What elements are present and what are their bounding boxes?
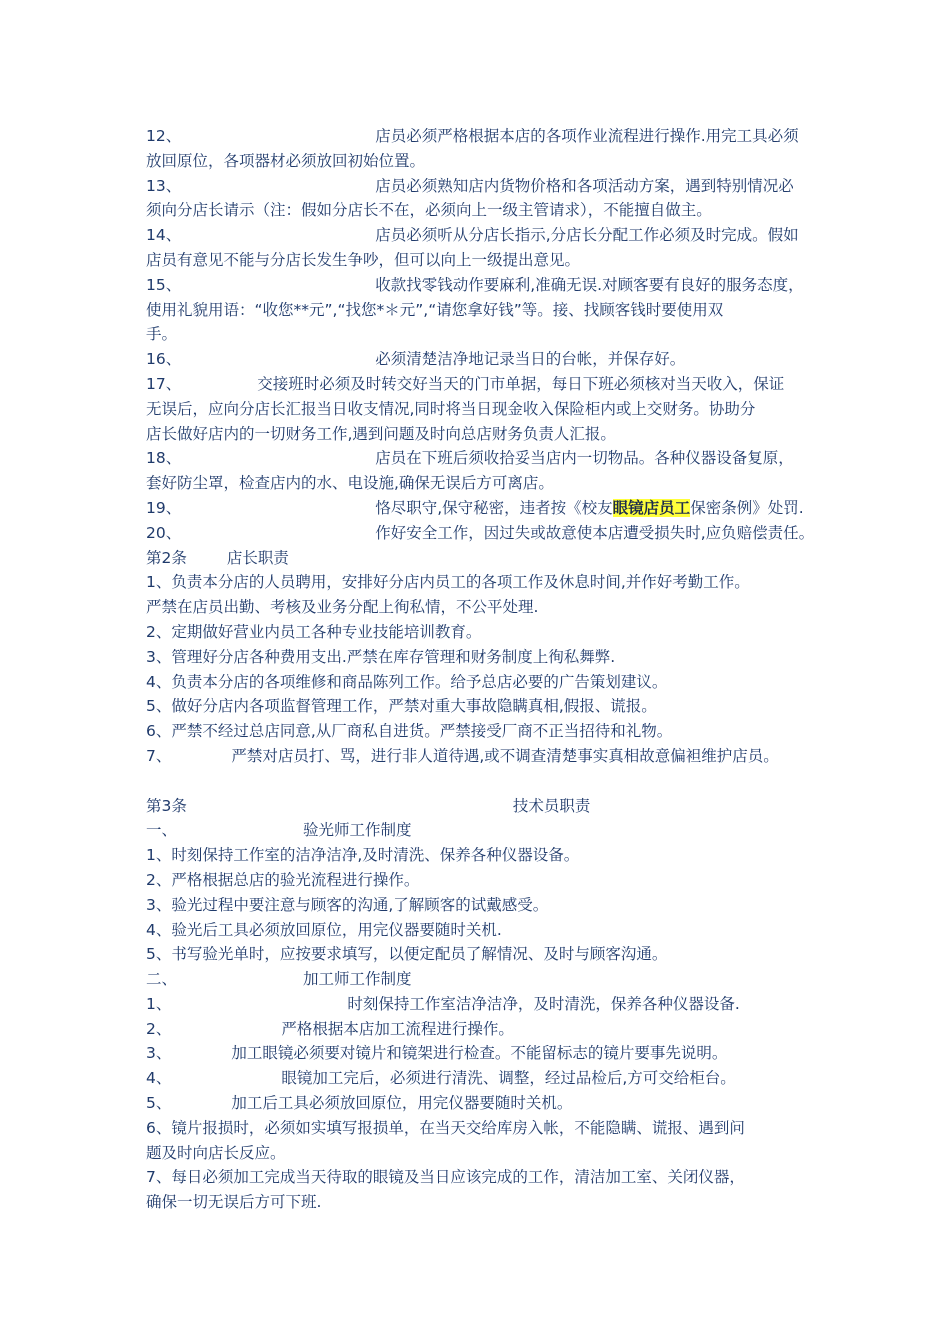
line-text: 加工师工作制度 <box>303 970 412 989</box>
line-text: 3、管理好分店各种费用支出.严禁在库存管理和财务制度上徇私舞弊. <box>146 647 616 666</box>
item-number: 12、 <box>146 127 182 145</box>
line-text: 交接班时必须及时转交好当天的门市单据，每日下班必须核对当天收入，保证 <box>257 374 785 393</box>
line-text: 加工眼镜必须要对镜片和镜架进行检查。不能留标志的镜片要事先说明。 <box>231 1044 728 1063</box>
line-text: 题及时向店长反应。 <box>146 1143 286 1162</box>
text-line <box>146 1041 826 1066</box>
line-text: 6、镜片报损时，必须如实填写报损单，在当天交给库房入帐，不能隐瞒、谎报、遇到问 <box>146 1118 745 1137</box>
text-line <box>146 298 826 323</box>
line-text: 恪尽职守,保守秘密，违者按《校友 <box>375 498 613 517</box>
line-text: 确保一切无误后方可下班. <box>146 1193 322 1212</box>
text-line <box>146 794 826 819</box>
line-text: 须向分店长请示（注：假如分店长不在，必须向上一级主管请求），不能擅自做主。 <box>146 201 712 220</box>
text-line <box>146 570 826 595</box>
highlighted-text: 眼镜店员工 <box>612 498 691 517</box>
text-line <box>146 942 826 967</box>
text-line <box>146 496 826 521</box>
text-line <box>146 273 826 298</box>
line-text: 店员有意见不能与分店长发生争吵，但可以向上一级提出意见。 <box>146 250 581 269</box>
item-number: 17、 <box>146 374 182 393</box>
text-line <box>146 446 826 471</box>
text-line <box>146 595 826 620</box>
text-line <box>146 422 826 447</box>
line-text: 严格根据本店加工流程进行操作。 <box>281 1019 514 1038</box>
line-text: 放回原位，各项器材必须放回初始位置。 <box>146 151 426 170</box>
text-line <box>146 645 826 670</box>
blank-line <box>146 769 826 794</box>
line-text: 1、时刻保持工作室的洁净洁净,及时清洗、保养各种仪器设备。 <box>146 846 580 865</box>
text-line <box>146 620 826 645</box>
line-text: 技术员职责 <box>512 796 591 815</box>
item-number: 20、 <box>146 523 182 542</box>
text-line <box>146 670 826 695</box>
line-text: 7、每日必须加工完成当天待取的眼镜及当日应该完成的工作，清洁加工室、关闭仪器， <box>146 1168 745 1187</box>
text-line <box>146 1116 826 1141</box>
text-line <box>146 1190 826 1215</box>
line-text: 套好防尘罩，检查店内的水、电设施,确保无误后方可离店。 <box>146 474 554 493</box>
item-number: 3、 <box>146 1044 172 1063</box>
line-text: 严禁在店员出勤、考核及业务分配上徇私情，不公平处理. <box>146 598 539 617</box>
text-line <box>146 893 826 918</box>
text-line <box>146 918 826 943</box>
line-text: 1、负责本分店的人员聘用，安排好分店内员工的各项工作及休息时间,并作好考勤工作。 <box>146 573 750 592</box>
item-number: 5、 <box>146 1094 172 1113</box>
text-line <box>146 992 826 1017</box>
item-number: 16、 <box>146 350 182 369</box>
line-text: 店员必须熟知店内货物价格和各项活动方案，遇到特别情况必 <box>375 176 794 195</box>
text-line <box>146 719 826 744</box>
line-text: 2、严格根据总店的验光流程进行操作。 <box>146 870 420 889</box>
item-number: 二、 <box>146 970 178 989</box>
line-text: 必须清楚洁净地记录当日的台帐，并保存好。 <box>375 350 686 369</box>
item-number: 19、 <box>146 498 182 517</box>
text-line <box>146 521 826 546</box>
text-line <box>146 1066 826 1091</box>
text-line <box>146 471 826 496</box>
text-line <box>146 818 826 843</box>
text-line <box>146 1141 826 1166</box>
line-text: 手。 <box>146 325 178 344</box>
line-text: 收款找零钱动作要麻利,准确无误.对顾客要有良好的服务态度， <box>375 275 804 294</box>
item-number: 14、 <box>146 226 182 245</box>
line-text: 3、验光过程中要注意与顾客的沟通,了解顾客的试戴感受。 <box>146 895 549 914</box>
text-line <box>146 124 826 149</box>
line-text: 严禁对店员打、骂，进行非人道待遇,或不调查清楚事实真相故意偏袒维护店员。 <box>231 746 779 765</box>
item-number: 15、 <box>146 275 182 294</box>
line-text: 5、做好分店内各项监督管理工作，严禁对重大事故隐瞒真相,假报、谎报。 <box>146 697 657 716</box>
item-number: 第2条 <box>146 548 187 567</box>
text-line <box>146 372 826 397</box>
line-text: 验光师工作制度 <box>303 821 412 840</box>
item-number: 7、 <box>146 746 172 765</box>
item-number: 一、 <box>146 821 178 840</box>
text-line <box>146 694 826 719</box>
line-text: 6、严禁不经过总店同意,从厂商私自进货。严禁接受厂商不正当招待和礼物。 <box>146 722 673 741</box>
line-text: 店员必须听从分店长指示,分店长分配工作必须及时完成。假如 <box>375 226 799 245</box>
item-number: 2、 <box>146 1019 172 1038</box>
item-number: 第3条 <box>146 796 187 815</box>
line-text: 眼镜加工完后，必须进行清洗、调整，经过品检后,方可交给柜台。 <box>281 1069 736 1088</box>
text-line <box>146 868 826 893</box>
line-text: 店员在下班后须收拾妥当店内一切物品。各种仪器设备复原， <box>375 449 794 468</box>
text-line <box>146 223 826 248</box>
line-text: 2、定期做好营业内员工各种专业技能培训教育。 <box>146 622 482 641</box>
line-text: 加工后工具必须放回原位，用完仪器要随时关机。 <box>231 1094 573 1113</box>
text-line <box>146 322 826 347</box>
text-line <box>146 843 826 868</box>
line-text-after: 保密条例》处罚. <box>690 498 804 517</box>
text-line <box>146 1165 826 1190</box>
text-line <box>146 1091 826 1116</box>
line-text: 时刻保持工作室洁净洁净，及时清洗，保养各种仪器设备. <box>347 994 740 1013</box>
line-text: 店长职责 <box>226 548 289 567</box>
text-line <box>146 347 826 372</box>
line-text: 使用礼貌用语：“收您**元”,“找您*＊元”,“请您拿好钱”等。接、找顾客钱时要使用双 <box>146 300 724 319</box>
line-text: 店员必须严格根据本店的各项作业流程进行操作.用完工具必须 <box>375 127 799 145</box>
text-line <box>146 1017 826 1042</box>
text-line <box>146 174 826 199</box>
line-text: 无误后，应向分店长汇报当日收支情况,同时将当日现金收入保险柜内或上交财务。协助分 <box>146 399 756 418</box>
line-text: 5、书写验光单时，应按要求填写，以便定配员了解情况、及时与顾客沟通。 <box>146 945 668 964</box>
text-line <box>146 248 826 273</box>
text-line <box>146 198 826 223</box>
line-text: 作好安全工作，因过失或故意使本店遭受损失时,应负赔偿责任。 <box>375 523 815 542</box>
item-number: 18、 <box>146 449 182 468</box>
text-line <box>146 397 826 422</box>
text-line <box>146 546 826 571</box>
line-text: 4、负责本分店的各项维修和商品陈列工作。给予总店必要的广告策划建议。 <box>146 672 668 691</box>
item-number: 13、 <box>146 176 182 195</box>
text-line <box>146 744 826 769</box>
item-number: 1、 <box>146 994 172 1013</box>
line-text: 店长做好店内的一切财务工作,遇到问题及时向总店财务负责人汇报。 <box>146 424 616 443</box>
text-line <box>146 149 826 174</box>
line-text: 4、验光后工具必须放回原位，用完仪器要随时关机. <box>146 920 502 939</box>
document-body <box>146 124 826 1215</box>
text-line <box>146 967 826 992</box>
item-number: 4、 <box>146 1069 172 1088</box>
